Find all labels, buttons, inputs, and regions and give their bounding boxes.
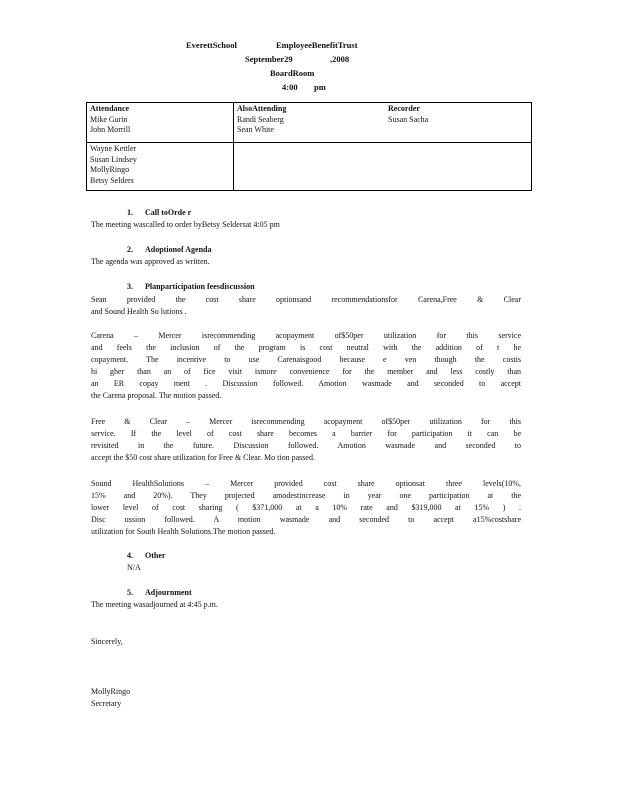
- also-attending-cell: [234, 103, 386, 143]
- attendee: Betsy Selders: [90, 175, 134, 185]
- empty-cell: [234, 143, 532, 191]
- also-attending-heading: AlsoAttending: [237, 104, 287, 113]
- text-line: utilization for South Health Solutions.The motion passed.: [91, 527, 276, 536]
- header-ampm: pm: [314, 82, 326, 92]
- section-4-body: N/A: [127, 563, 141, 572]
- signer-title: Secretary: [91, 699, 122, 708]
- text-line: 15% and 20%). They projected amodestincrease in year one participation at the: [91, 491, 521, 500]
- text-line: service. If the level of cost share becomes a barrier for participation it can be: [91, 429, 521, 438]
- header-time: 4:00: [282, 82, 298, 92]
- attendee: MollyRingo: [90, 165, 130, 174]
- section-3-number: 3.: [127, 282, 133, 291]
- recorder-cell: [385, 103, 532, 143]
- header-year: ,2008: [330, 54, 350, 64]
- text-line: copayment. The incentive to use Carenaisgood because e ven though the costis: [91, 355, 521, 364]
- section-3-title: Planparticipation feesdiscussion: [145, 282, 255, 291]
- section-1-title: Call toOrde r: [145, 208, 192, 217]
- text-line: Carena – Mercer isrecommending acopayment of$50per utilization for this service: [91, 331, 521, 340]
- section-2-number: 2.: [127, 245, 133, 254]
- recorder-heading: Recorder: [388, 104, 420, 113]
- section-5-body: The meeting wasadjourned at 4:45 p.m.: [91, 600, 218, 609]
- text-line: accept the $50 cost share utilization for Free & Clear. Mo tion passed.: [91, 453, 315, 462]
- text-line: hi gher than an of fice visit ismore convenience for the member and less costly than: [91, 367, 521, 376]
- header-school: EverettSchool: [186, 40, 237, 50]
- header-room: BoardRoom: [270, 68, 315, 78]
- section-2-title: Adoptionof Agenda: [145, 245, 212, 254]
- header-trust: EmployeeBenefitTrust: [276, 40, 358, 50]
- text-line: Sound HealthSolutions – Mercer provided cost share optionsat three levels(10%,: [91, 479, 521, 488]
- text-line: and Sound Health So lutions .: [91, 307, 187, 316]
- attendee: John Morrill: [90, 125, 131, 134]
- salutation: Sincerely,: [91, 637, 123, 646]
- attendee: Wayne Kettler: [90, 144, 137, 153]
- attendance-cell: [87, 103, 234, 143]
- recorder-name: Susan Sacha: [388, 114, 429, 124]
- text-line: and feels the inclusion of the program is cost neutral with the addition of t he: [91, 343, 521, 352]
- text-line: Sean provided the cost share optionsand recommendationsfor Carena,Free & Clear: [91, 295, 521, 304]
- attendee: Mike Gurin: [90, 114, 128, 124]
- text-line: the Carena proposal. The motion passed.: [91, 391, 222, 400]
- text-line: lower level of cost sharing ( $371,000 at a 10% rate and $319,000 at 15% ) .: [91, 503, 521, 512]
- section-4-title: Other: [145, 551, 166, 560]
- carena-paragraph: [91, 330, 521, 402]
- attendee: Susan Lindsey: [90, 154, 137, 164]
- section-4-number: 4.: [127, 551, 133, 560]
- signer-name: MollyRingo: [91, 687, 131, 696]
- attendance-heading: Attendance: [90, 104, 130, 113]
- attendance-table: [86, 102, 532, 191]
- section-5-number: 5.: [127, 588, 133, 597]
- section-3-body: [91, 294, 521, 318]
- attendee: Randi Seaberg: [237, 114, 284, 124]
- text-line: Free & Clear – Mercer isrecommending acopayment of$50per utilization for this: [91, 417, 521, 426]
- section-2-body: The agenda was approved as written.: [91, 257, 210, 266]
- header-date: September29: [245, 54, 293, 64]
- section-5-title: Adjournment: [145, 588, 192, 597]
- text-line: Disc ussion followed. A motion wasmade and seconded to accept a15%costshare: [91, 515, 521, 524]
- sound-health-paragraph: [91, 478, 521, 538]
- free-clear-paragraph: [91, 416, 521, 464]
- text-line: revisited in the future. Discussion followed. Amotion wasmade and seconded to: [91, 441, 521, 450]
- attendance-cell: [87, 143, 234, 191]
- section-1-number: 1.: [127, 208, 133, 217]
- section-1-body: The meeting wascalled to order byBetsy Seldersat 4:05 pm: [91, 220, 280, 229]
- attendee: Sean White: [237, 125, 274, 134]
- text-line: an ER copay ment . Discussion followed. Amotion wasmade and seconded to accept: [91, 379, 521, 388]
